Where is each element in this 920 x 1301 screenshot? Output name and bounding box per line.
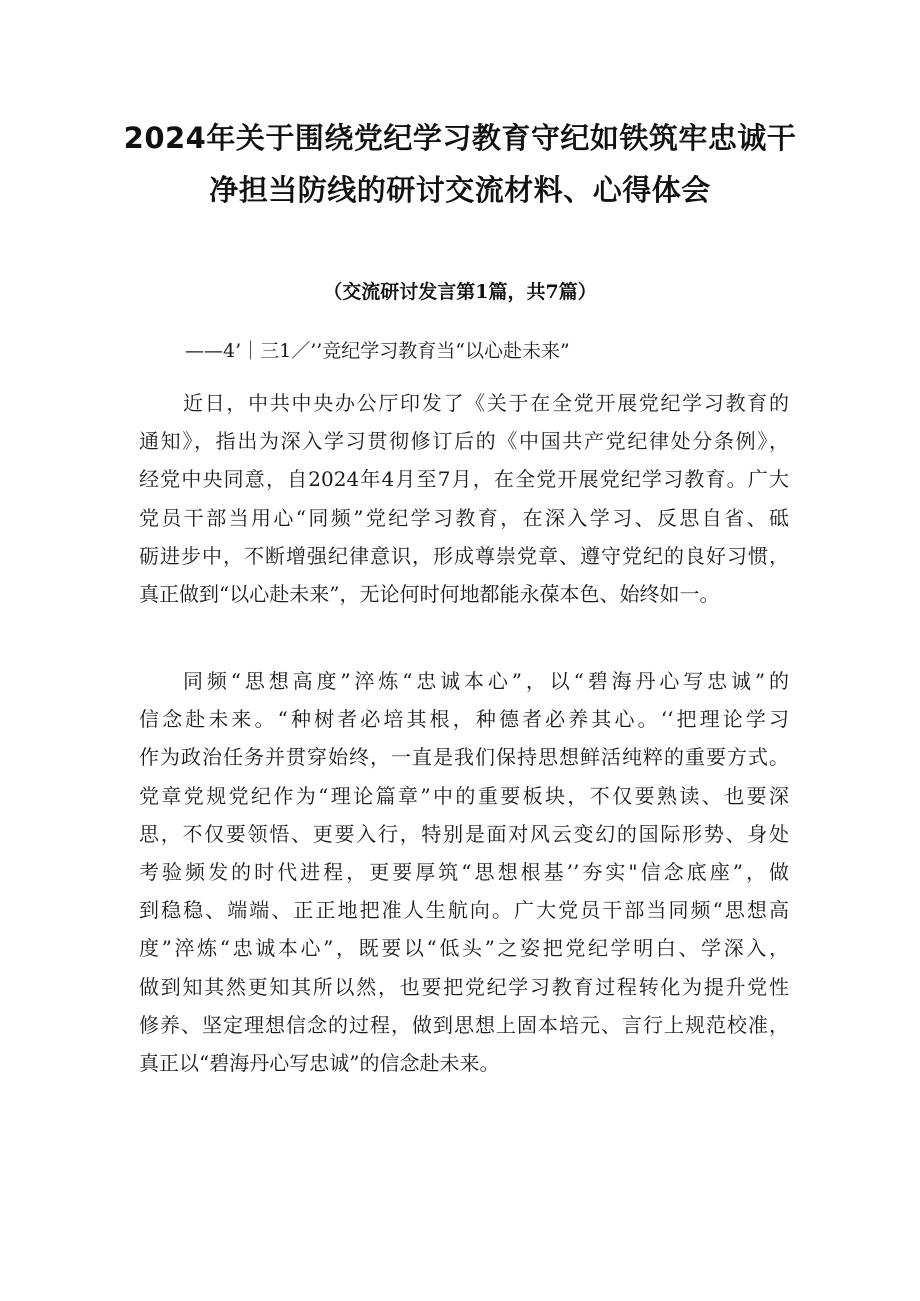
- paragraph-line: 信念赴未来。“种树者必培其根，种德者必养其心。‘‘把理论学习: [139, 707, 789, 732]
- title-line: 净担当防线的研讨交流材料、心得体会: [209, 173, 711, 207]
- paragraph-line: 考验频发的时代进程，更要厚筑“思想根基’’夯实"信念底座”，做: [139, 860, 789, 885]
- section-headline: ——4’｜三1／’’竞纪学习教育当“以心赴未来”: [185, 340, 570, 362]
- document-subtitle: （交流研讨发言第1篇，共7篇）: [323, 281, 597, 303]
- paragraph-1: [139, 384, 789, 613]
- paragraph-line: 党员干部当用心“同频”党纪学习教育，在深入学习、反思自省、砥: [139, 505, 789, 530]
- paragraph-2: [139, 662, 789, 1082]
- paragraph-line: 经党中央同意，自2024年4月至7月，在全党开展党纪学习教育。广大: [139, 467, 789, 492]
- paragraph-line: 思，不仅要领悟、更要入行，特别是面对风云变幻的国际形势、身处: [139, 821, 789, 846]
- paragraph-line: 近日，中共中央办公厅印发了《关于在全党开展党纪学习教育的: [183, 391, 789, 415]
- paragraph-line: 作为政治任务并贯穿始终，一直是我们保持思想鲜活纯粹的重要方式。: [139, 745, 789, 770]
- paragraph-line: 同频“思想高度”淬炼“忠诚本心”，以“碧海丹心写忠诚”的: [183, 669, 789, 693]
- title-line: 2024年关于围绕党纪学习教育守纪如铁筑牢忠诚干: [123, 121, 797, 155]
- paragraph-line: 真正做到“以心赴未来”，无论何时何地都能永葆本色、始终如一。: [139, 582, 720, 607]
- paragraph-line: 修养、坚定理想信念的过程，做到思想上固本培元、言行上规范校准，: [139, 1012, 789, 1037]
- paragraph-line: 党章党规党纪作为“理论篇章”中的重要板块，不仅要熟读、也要深: [139, 783, 789, 808]
- paragraph-line: 度”淬炼“忠诚本心”，既要以“低头”之姿把党纪学明白、学深入，: [139, 936, 789, 961]
- paragraph-line: 真正以“碧海丹心写忠诚”的信念赴未来。: [139, 1051, 500, 1076]
- paragraph-line: 做到知其然更知其所以然，也要把党纪学习教育过程转化为提升党性: [139, 974, 789, 999]
- document-title: [120, 112, 800, 216]
- paragraph-line: 砺进步中，不断增强纪律意识，形成尊崇党章、遵守党纪的良好习惯，: [139, 543, 789, 568]
- paragraph-line: 到稳稳、端端、正正地把准人生航向。广大党员干部当同频“思想高: [139, 898, 789, 923]
- paragraph-line: 通知》，指出为深入学习贯彻修订后的《中国共产党纪律处分条例》，: [139, 429, 789, 454]
